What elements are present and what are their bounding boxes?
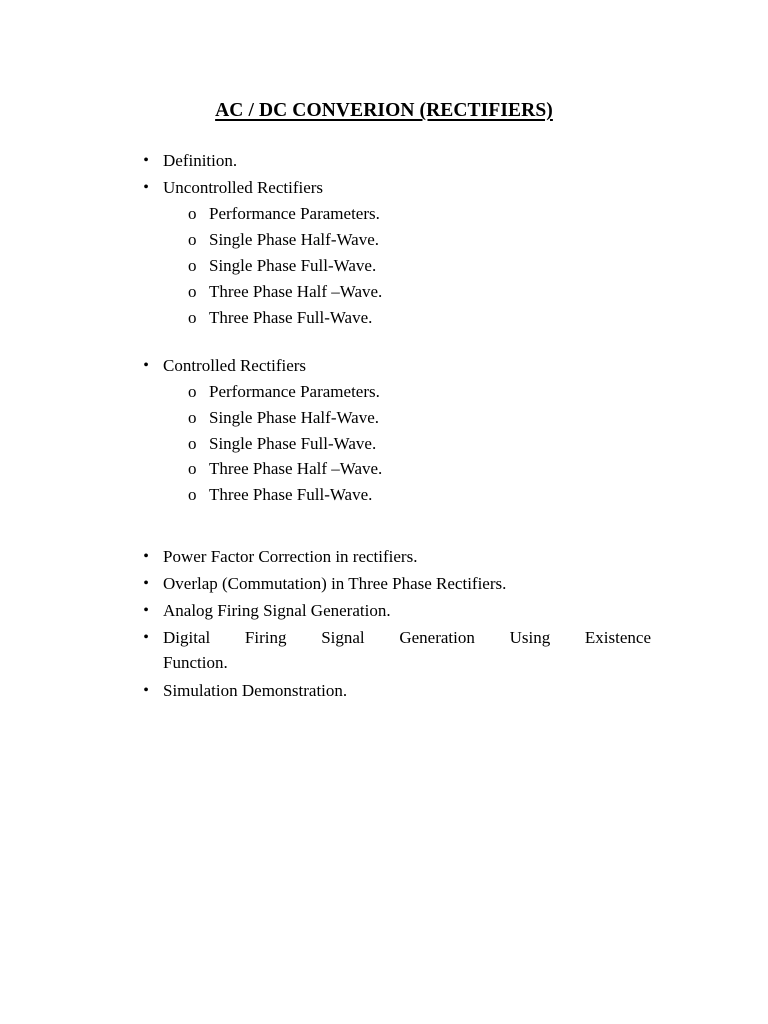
bullet-icon: •: [143, 575, 149, 592]
list-item-digital: [163, 627, 651, 649]
sub-item: Three Phase Full-Wave.: [209, 485, 373, 504]
page-title: AC / DC CONVERION (RECTIFIERS): [215, 100, 553, 121]
list-item-definition: Definition.: [163, 151, 238, 170]
list-item-controlled: Controlled Rectifiers: [163, 356, 307, 375]
word: Signal: [321, 628, 365, 647]
sub-bullet-icon: o: [188, 230, 197, 249]
list-item-digital-continuation: Function.: [163, 653, 228, 672]
word: Existence: [584, 628, 651, 647]
sub-bullet-icon: o: [188, 256, 197, 275]
sub-item: Single Phase Half-Wave.: [209, 230, 379, 249]
sub-bullet-icon: o: [188, 408, 197, 427]
list-item-pfc: Power Factor Correction in rectifiers.: [163, 547, 418, 566]
sub-item: Three Phase Half –Wave.: [209, 459, 383, 478]
bullet-icon: •: [143, 357, 149, 374]
list-item-overlap: Overlap (Commutation) in Three Phase Rectifiers.: [163, 574, 507, 593]
list-item-simulation: Simulation Demonstration.: [163, 681, 348, 700]
word: Using: [509, 628, 551, 647]
sub-item: Three Phase Half –Wave.: [209, 282, 383, 301]
word: Firing: [244, 628, 287, 647]
sub-bullet-icon: o: [188, 459, 197, 478]
word: Digital: [163, 628, 211, 647]
bullet-icon: •: [143, 629, 149, 646]
sub-item: Single Phase Full-Wave.: [209, 256, 377, 275]
list-item-uncontrolled: Uncontrolled Rectifiers: [163, 178, 324, 197]
sub-item: Performance Parameters.: [209, 382, 380, 401]
sub-bullet-icon: o: [188, 434, 197, 453]
bullet-icon: •: [143, 548, 149, 565]
bullet-icon: •: [143, 682, 149, 699]
sub-item: Single Phase Half-Wave.: [209, 408, 379, 427]
bullet-icon: •: [143, 179, 149, 196]
sub-item: Three Phase Full-Wave.: [209, 308, 373, 327]
sub-bullet-icon: o: [188, 485, 197, 504]
sub-bullet-icon: o: [188, 204, 197, 223]
sub-bullet-icon: o: [188, 308, 197, 327]
list-item-analog: Analog Firing Signal Generation.: [163, 601, 391, 620]
sub-bullet-icon: o: [188, 382, 197, 401]
bullet-icon: •: [143, 152, 149, 169]
sub-bullet-icon: o: [188, 282, 197, 301]
bullet-icon: •: [143, 602, 149, 619]
sub-item: Single Phase Full-Wave.: [209, 434, 377, 453]
word: Generation: [399, 628, 475, 647]
sub-item: Performance Parameters.: [209, 204, 380, 223]
